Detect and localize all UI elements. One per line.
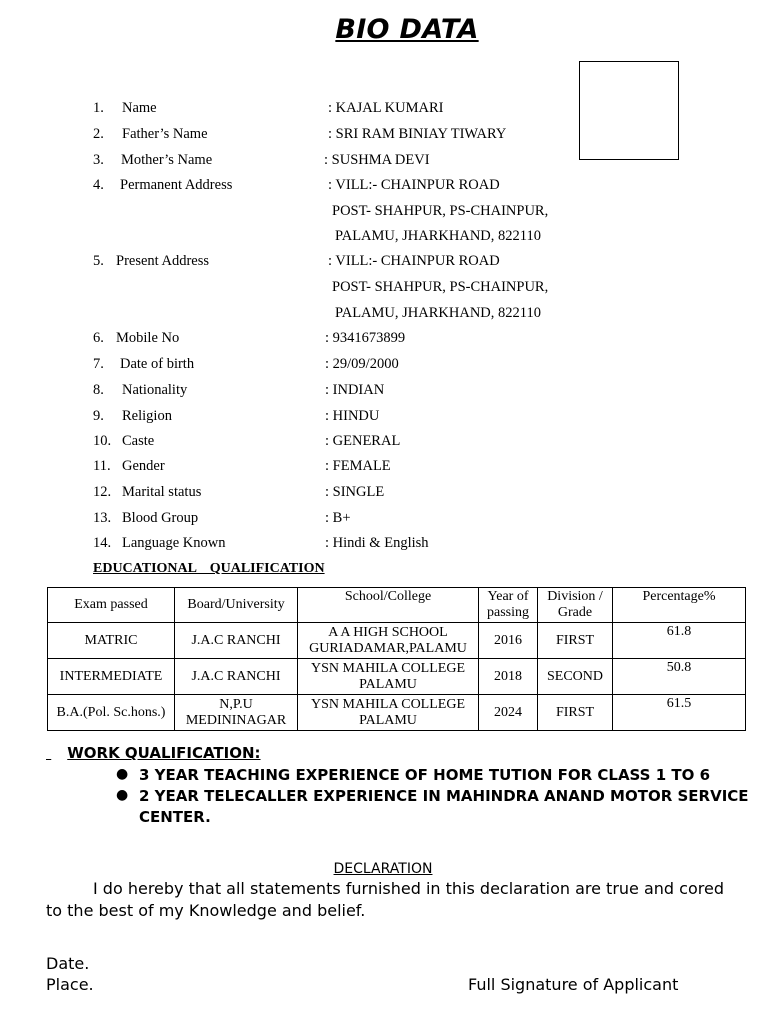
photo-placeholder — [579, 61, 679, 160]
present-address-line: POST- SHAHPUR, PS-CHAINPUR, — [332, 279, 549, 295]
table-row — [48, 623, 746, 659]
field-number: 7. — [93, 356, 104, 372]
field-value: : VILL:- CHAINPUR ROAD — [328, 253, 500, 269]
field-value: : VILL:- CHAINPUR ROAD — [328, 177, 500, 193]
field-value: : INDIAN — [325, 382, 385, 398]
table-cell: 50.8 — [613, 659, 746, 695]
table-cell: YSN MAHILA COLLEGE PALAMU — [298, 695, 479, 731]
document-title: BIO DATA — [335, 14, 479, 45]
table-cell: MATRIC — [48, 623, 175, 659]
field-value: : SINGLE — [325, 484, 385, 500]
field-label: Permanent Address — [120, 177, 233, 193]
field-number: 1. — [93, 100, 104, 116]
declaration-text: I do hereby that all statements furnished in this declaration are true and cored to the best of my Knowledge and belief. — [46, 879, 724, 920]
work-item-text: 3 YEAR TEACHING EXPERIENCE OF HOME TUTION FOR CLASS 1 TO 6 — [139, 766, 711, 784]
field-value: : GENERAL — [325, 433, 401, 449]
field-value: : 9341673899 — [325, 330, 406, 346]
present-address-line: PALAMU, JHARKHAND, 822110 — [335, 305, 541, 321]
field-number: 12. — [93, 484, 112, 500]
table-row — [48, 695, 746, 731]
table-cell: 61.5 — [613, 695, 746, 731]
work-heading-text: WORK QUALIFICATION: — [67, 744, 261, 762]
field-number: 14. — [93, 535, 112, 551]
field-number: 8. — [93, 382, 104, 398]
field-value: : HINDU — [325, 408, 380, 424]
table-cell: 61.8 — [613, 623, 746, 659]
column-header: Board/University — [175, 588, 298, 623]
field-label: Caste — [122, 433, 155, 449]
education-heading: EDUCATIONAL QUALIFICATION — [93, 561, 325, 576]
field-value: : KAJAL KUMARI — [328, 100, 444, 116]
declaration-heading — [0, 861, 768, 877]
field-value: : B+ — [325, 510, 351, 526]
work-item-text: CENTER. — [139, 808, 211, 826]
field-number: 2. — [93, 126, 104, 142]
permanent-address-line: POST- SHAHPUR, PS-CHAINPUR, — [332, 203, 549, 219]
table-cell: J.A.C RANCHI — [175, 623, 298, 659]
table-cell: N,P.U MEDININAGAR — [175, 695, 298, 731]
field-value: : 29/09/2000 — [325, 356, 399, 372]
column-header: Year of passing — [479, 588, 538, 623]
field-label: Marital status — [122, 484, 202, 500]
field-label: Gender — [122, 458, 165, 474]
table-cell: INTERMEDIATE — [48, 659, 175, 695]
table-cell: J.A.C RANCHI — [175, 659, 298, 695]
field-number: 10. — [93, 433, 112, 449]
field-value: : FEMALE — [325, 458, 391, 474]
table-cell: FIRST — [538, 623, 613, 659]
column-header: School/College — [298, 588, 479, 623]
table-cell: A A HIGH SCHOOL GURIADAMAR,PALAMU — [298, 623, 479, 659]
table-cell: YSN MAHILA COLLEGE PALAMU — [298, 659, 479, 695]
column-header: Division / Grade — [538, 588, 613, 623]
permanent-address-line: PALAMU, JHARKHAND, 822110 — [335, 228, 541, 244]
field-label: Language Known — [122, 535, 226, 551]
work-heading — [46, 744, 261, 762]
bullet-icon: ● — [116, 787, 129, 803]
signature-label: Full Signature of Applicant — [468, 975, 679, 994]
field-label: Date of birth — [120, 356, 195, 372]
place-label: Place. — [46, 975, 94, 994]
bullet-icon: ● — [116, 766, 129, 782]
field-value: : SRI RAM BINIAY TIWARY — [328, 126, 507, 142]
field-value: : Hindi & English — [325, 535, 429, 551]
date-label: Date. — [46, 954, 90, 973]
declaration-heading-text: DECLARATION — [333, 861, 433, 877]
field-label: Name — [122, 100, 157, 116]
field-number: 3. — [93, 152, 104, 168]
work-item-text: 2 YEAR TELECALLER EXPERIENCE IN MAHINDRA ANAND MOTOR SERVICE — [139, 787, 749, 805]
field-label: Mobile No — [116, 330, 180, 346]
field-label: Nationality — [122, 382, 188, 398]
education-table — [47, 587, 746, 731]
field-label: Religion — [122, 408, 172, 424]
field-number: 11. — [93, 458, 111, 474]
field-label: Mother’s Name — [121, 152, 213, 168]
field-number: 6. — [93, 330, 104, 346]
table-row — [48, 659, 746, 695]
column-header: Percentage% — [613, 588, 746, 623]
field-label: Present Address — [116, 253, 210, 269]
field-label: Blood Group — [122, 510, 199, 526]
table-cell: 2018 — [479, 659, 538, 695]
field-number: 13. — [93, 510, 112, 526]
table-cell: 2024 — [479, 695, 538, 731]
table-cell: B.A.(Pol. Sc.hons.) — [48, 695, 175, 731]
field-value: : SUSHMA DEVI — [324, 152, 430, 168]
field-label: Father’s Name — [122, 126, 208, 142]
column-header: Exam passed — [48, 588, 175, 623]
field-number: 4. — [93, 177, 104, 193]
table-header-row — [48, 588, 746, 623]
table-cell: SECOND — [538, 659, 613, 695]
table-cell: FIRST — [538, 695, 613, 731]
field-number: 5. — [93, 253, 104, 269]
field-number: 9. — [93, 408, 104, 424]
table-cell: 2016 — [479, 623, 538, 659]
